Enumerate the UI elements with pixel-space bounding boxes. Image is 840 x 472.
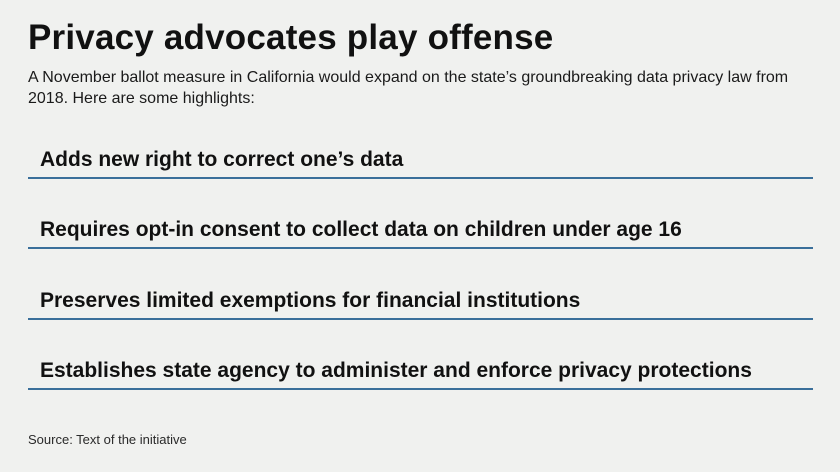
highlight-item	[28, 358, 813, 390]
highlight-text: Preserves limited exemptions for financial institutions	[40, 289, 581, 312]
page-subtitle: A November ballot measure in California would expand on the state’s groundbreaking data privacy law from 2018. Here are some highlights:	[28, 69, 789, 107]
highlight-item	[28, 288, 813, 320]
source-note: Source: Text of the initiative	[28, 432, 187, 447]
highlight-text: Establishes state agency to administer and enforce privacy protections	[40, 359, 752, 382]
highlight-item	[28, 147, 813, 179]
page-title: Privacy advocates play offense	[28, 18, 554, 57]
highlight-text: Adds new right to correct one’s data	[40, 148, 404, 171]
highlight-item	[28, 217, 813, 249]
highlight-text: Requires opt-in consent to collect data on children under age 16	[40, 218, 682, 241]
